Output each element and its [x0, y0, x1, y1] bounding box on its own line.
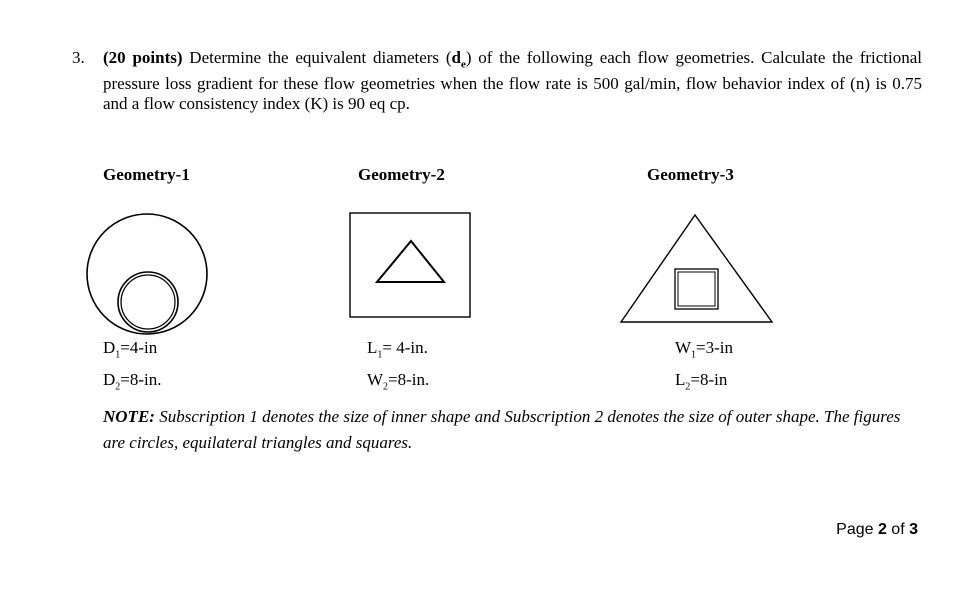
note-text: Subscription 1 denotes the size of inner shape and Subscription 2 denotes the size of outer shape. The figures are circles, equilateral triangles and squares. [103, 407, 901, 452]
geometry-2-dim-2: $W_2=8-in$. [367, 370, 430, 393]
geometry-2-figure [348, 211, 474, 321]
geometry-3-title: Geometry-3 [647, 165, 734, 184]
inner-circle-inner-ring [121, 275, 175, 329]
question-number: 3. [72, 48, 85, 67]
note-label: NOTE: [103, 407, 155, 426]
total-pages: 3 [909, 521, 918, 538]
geometry-2-title: Geometry-2 [358, 165, 445, 184]
question-block [72, 48, 922, 114]
inner-square-inner [678, 272, 715, 306]
page-indicator: Page 2 of 3 [836, 521, 918, 538]
geometry-3-dim-2: $L_2=8-in$ [675, 370, 728, 393]
question-points: (20 points) [103, 48, 183, 67]
note-block [103, 404, 923, 456]
geometry-1-dim-2: $D_2=8-in$. [103, 370, 162, 393]
geometry-1-figure [84, 210, 214, 340]
de-symbol: $d_e$ [451, 48, 466, 71]
question-text [103, 48, 922, 114]
inner-square-outer [675, 269, 718, 309]
current-page: 2 [877, 521, 887, 538]
inner-triangle [377, 241, 444, 282]
geometry-1-dim-1: $D_1=4-in$ [103, 338, 158, 361]
geometry-1-title: Geometry-1 [103, 165, 190, 184]
question-text-a: Determine the equivalent diameters ( [182, 48, 452, 67]
inner-circle-outer-ring [118, 272, 178, 332]
geometry-3-dim-1: $W_1=3-in$ [675, 338, 734, 361]
outer-square [350, 213, 470, 317]
geometry-3-figure [618, 212, 776, 327]
question-text-b: ) of the following each flow geometries. Calculate the frictional pressure loss gradient for these flow geometries when the flow rate is 500 gal/min, flow behavior index of (n) is 0.75 and a flow consistency index (K) is 90 eq cp. [103, 48, 923, 114]
outer-circle [87, 214, 207, 334]
geometry-2-dim-1: $L_1= 4-in$. [367, 338, 428, 361]
